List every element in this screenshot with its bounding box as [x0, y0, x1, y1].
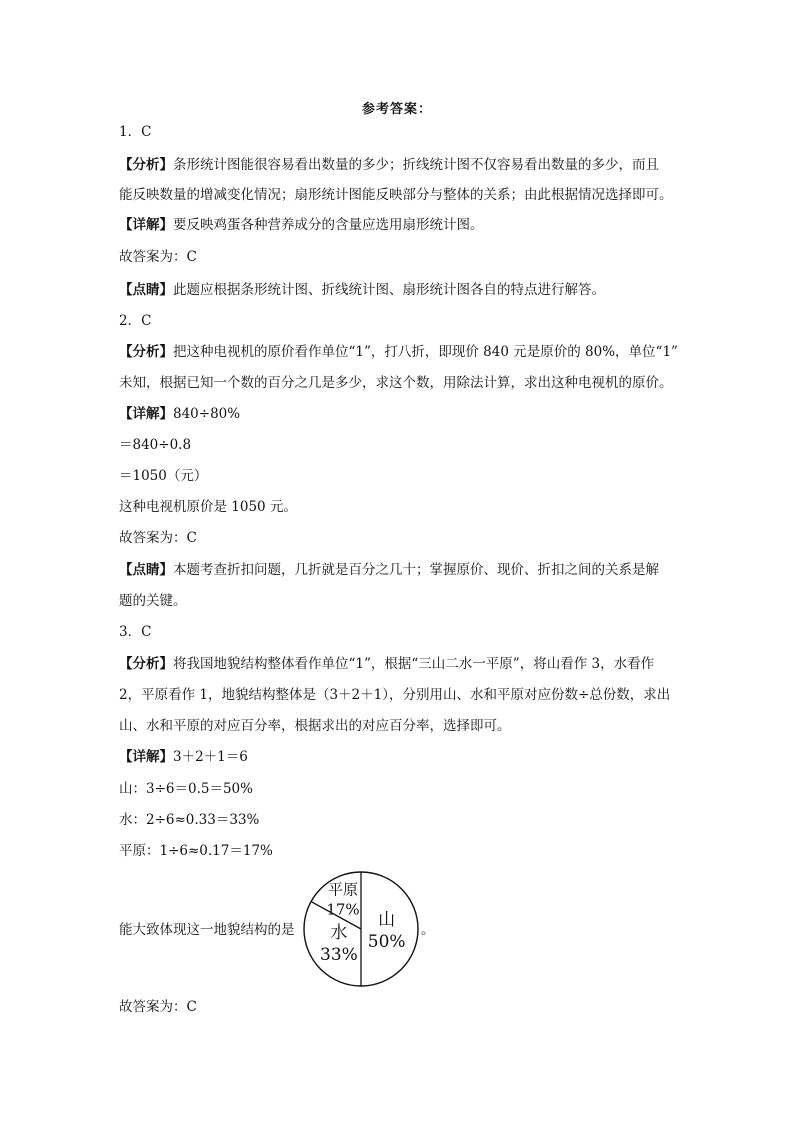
q3-pie-tail-text: 。: [421, 922, 435, 938]
q2-comment-text-1: 本题考查折扣问题，几折就是百分之几十；掌握原价、现价、折扣之间的关系是解: [173, 562, 659, 578]
q2-answer: 故答案为：C: [119, 530, 197, 546]
q1-comment-text: 此题应根据条形统计图、折线统计图、扇形统计图各自的特点进行解答。: [173, 282, 605, 298]
q3-pie-lead-text: 能大致体现这一地貌结构的是: [119, 922, 295, 938]
q3-answer: 故答案为：C: [119, 999, 197, 1015]
q1-comment-line: [119, 280, 605, 300]
q2-detail-text-1: 840÷80%: [173, 406, 241, 422]
q1-detail-line: [119, 215, 484, 235]
q1-analysis-line-1: [119, 155, 659, 175]
pie-slice-label-shui: 水: [330, 923, 348, 944]
pie-slice-percent-shui: 33%: [320, 945, 358, 966]
q2-detail-line-3: ＝1050（元）: [119, 468, 208, 484]
q2-number: 2．C: [119, 313, 152, 329]
q2-analysis-text-1: 把这种电视机的原价看作单位“1”，打八折，即现价 840 元是原价的 80%，单位“1”: [173, 344, 678, 360]
q3-pie-row: [119, 870, 719, 990]
q1-analysis-line-2: 能反映数量的增减变化情况；扇形统计图能反映部分与整体的关系；由此根据情况选择即可。: [119, 187, 673, 203]
q3-analysis-text-1: 将我国地貌结构整体看作单位“1”，根据“三山二水一平原”，将山看作 3，水看作: [173, 656, 655, 672]
detail-tag: 【详解】: [119, 406, 173, 422]
q2-comment-line-2: 题的关键。: [119, 593, 187, 609]
q2-detail-line-2: ＝840÷0.8: [119, 437, 192, 453]
q1-answer: 故答案为：C: [119, 249, 197, 265]
q3-analysis-line-2: 2，平原看作 1，地貌结构整体是（3＋2＋1），分别用山、水和平原对应份数÷总份数，求出: [119, 687, 671, 703]
pie-slice-percent-shan: 50%: [367, 932, 406, 952]
q3-analysis-line-1: [119, 654, 654, 674]
q1-analysis-text-1: 条形统计图能很容易看出数量的多少；折线统计图不仅容易看出数量的多少，而且: [173, 157, 659, 173]
q3-number: 3．C: [119, 624, 152, 640]
pie-slice-percent-pingyuan: 17%: [326, 900, 360, 919]
q3-detail-line-3: 水：2÷6≈0.33＝33%: [119, 812, 260, 828]
q3-detail-line-4: 平原：1÷6≈0.17＝17%: [119, 843, 273, 859]
q2-comment-line-1: [119, 560, 659, 580]
q3-analysis-line-3: 山、水和平原的对应百分率，根据求出的对应百分率，选择即可。: [119, 718, 511, 734]
q3-detail-line-1: [119, 747, 248, 767]
q3-detail-line-2: 山：3÷6＝0.5＝50%: [119, 781, 253, 797]
q2-detail-line-4: 这种电视机原价是 1050 元。: [119, 499, 297, 515]
comment-tag: 【点睛】: [119, 562, 173, 578]
q2-analysis-line-2: 未知，根据已知一个数的百分之几是多少，求这个数，用除法计算，求出这种电视机的原价。: [119, 375, 673, 391]
analysis-tag: 【分析】: [119, 157, 173, 173]
analysis-tag: 【分析】: [119, 344, 173, 360]
q1-number: 1．C: [119, 124, 152, 140]
q3-detail-text-1: 3＋2＋1＝6: [173, 749, 248, 765]
detail-tag: 【详解】: [119, 217, 173, 233]
detail-tag: 【详解】: [119, 749, 173, 765]
pie-chart: [302, 870, 420, 988]
q2-detail-line-1: [119, 404, 240, 424]
pie-slice-label-pingyuan: 平原: [328, 880, 359, 899]
analysis-tag: 【分析】: [119, 656, 173, 672]
q1-detail-text: 要反映鸡蛋各种营养成分的含量应选用扇形统计图。: [173, 217, 484, 233]
q2-analysis-line-1: [119, 342, 678, 362]
comment-tag: 【点睛】: [119, 282, 173, 298]
pie-slice-label-shan: 山: [378, 910, 396, 930]
page-title: 参考答案：: [361, 102, 432, 117]
